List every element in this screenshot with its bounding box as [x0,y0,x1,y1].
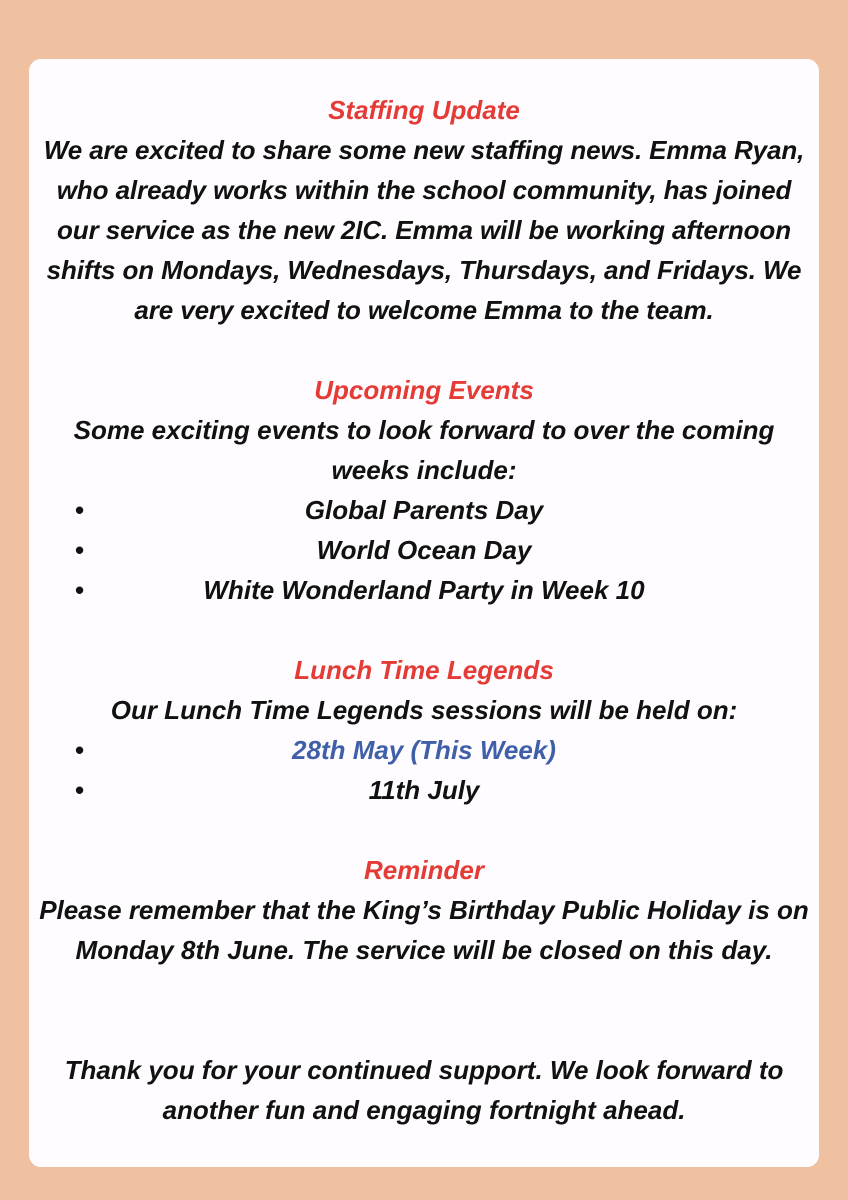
list-item [29,770,819,810]
bullet-icon: • [75,575,85,605]
bullet-icon: • [75,775,85,805]
lunch-date-item: 11th July [368,775,480,805]
closing-message: Thank you for your continued support. We look forward to another fun and engaging fortnight ahead. [64,1055,784,1125]
staffing-body: We are excited to share some new staffing news. Emma Ryan, who already works within the school community, has joined our service as the new 2IC. Emma will be working afternoon shifts on Mondays, Wednesdays, Thursdays, and Fridays. We are very excited to welcome Emma to the team. [43,135,805,325]
spacer [29,610,819,650]
newsletter-content [29,90,819,1130]
events-heading: Upcoming Events [314,375,534,405]
list-item [29,490,819,530]
newsletter-card [29,59,819,1167]
lunch-heading: Lunch Time Legends [294,655,554,685]
event-item: White Wonderland Party in Week 10 [203,575,645,605]
lunch-intro: Our Lunch Time Legends sessions will be held on: [110,695,738,725]
event-item: Global Parents Day [304,495,544,525]
reminder-body: Please remember that the King’s Birthday Public Holiday is on Monday 8th June. The service will be closed on this day. [39,895,809,965]
event-item: World Ocean Day [316,535,532,565]
list-item [29,570,819,610]
bullet-icon: • [75,735,85,765]
list-item [29,530,819,570]
bullet-icon: • [75,495,85,525]
spacer [29,810,819,850]
spacer [29,970,819,1050]
list-item [29,730,819,770]
lunch-date-item: 28th May (This Week) [292,735,556,765]
bullet-icon: • [75,535,85,565]
lunch-list [29,730,819,810]
reminder-heading: Reminder [364,855,484,885]
spacer [29,330,819,370]
staffing-heading: Staffing Update [328,95,520,125]
events-list [29,490,819,610]
events-intro: Some exciting events to look forward to over the coming weeks include: [73,415,775,485]
